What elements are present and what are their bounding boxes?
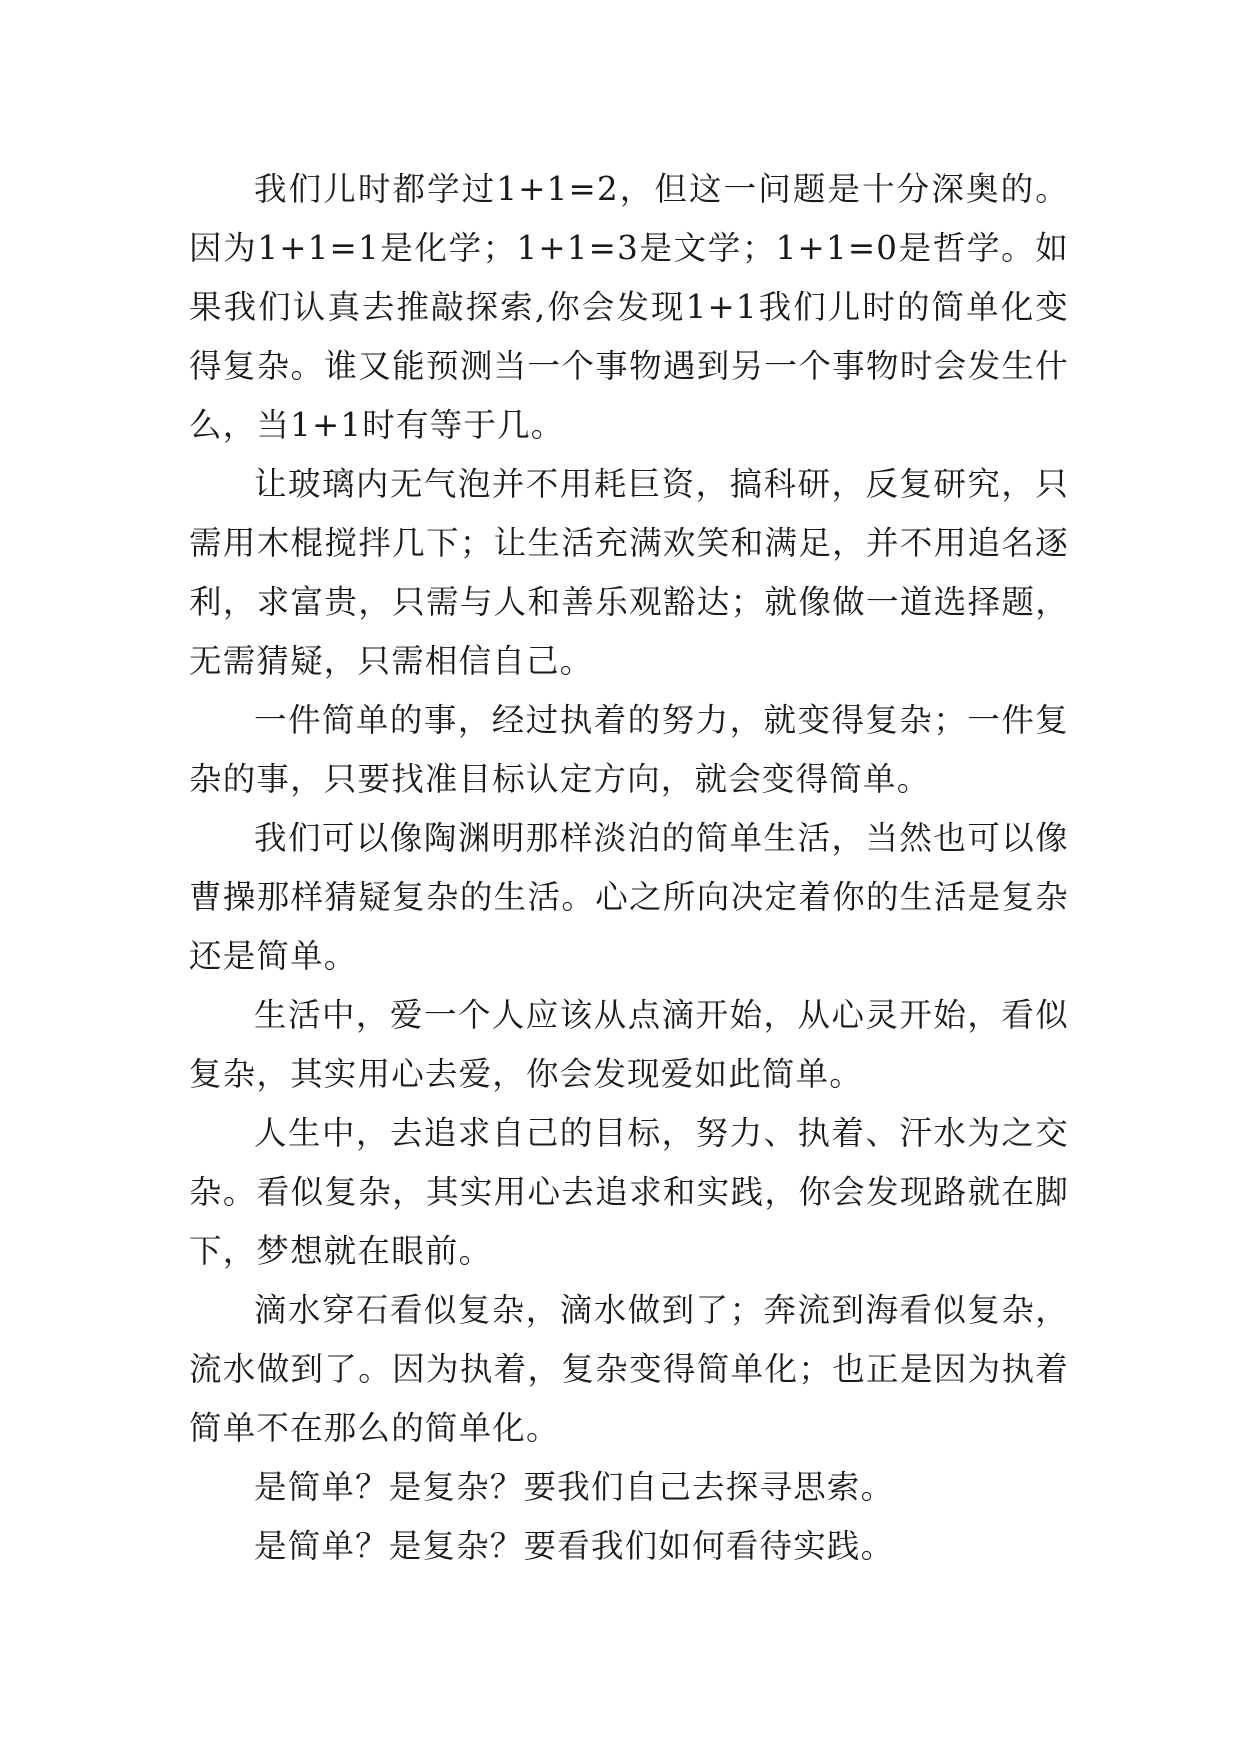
paragraph-8: 是简单？是复杂？要我们自己去探寻思索。 — [254, 1468, 895, 1506]
paragraph-6: 人生中，去追求自己的目标，努力、执着、汗水为之交杂。看似复杂，其实用心去追求和实践，你会发现路就在脚下，梦想就在眼前。 — [189, 1114, 1069, 1270]
document-body — [189, 160, 1069, 1576]
paragraph-3: 一件简单的事，经过执着的努力，就变得复杂；一件复杂的事，只要找准目标认定方向，就会变得简单。 — [189, 701, 1069, 798]
paragraph-9: 是简单？是复杂？要看我们如何看待实践。 — [254, 1527, 895, 1565]
paragraph-5: 生活中，爱一个人应该从点滴开始，从心灵开始，看似复杂，其实用心去爱，你会发现爱如此简单。 — [189, 996, 1069, 1093]
paragraph-7: 滴水穿石看似复杂，滴水做到了；奔流到海看似复杂，流水做到了。因为执着，复杂变得简单化；也正是因为执着简单不在那么的简单化。 — [189, 1291, 1069, 1447]
paragraph-1: 我们儿时都学过1+1=2，但这一问题是十分深奥的。因为1+1=1是化学；1+1=3是文学；1+1=0是哲学。如果我们认真去推敲探索,你会发现1+1我们儿时的简单化变得复杂。谁又能预测当一个事物遇到另一个事物时会发生什么，当1+1时有等于几。 — [189, 170, 1069, 444]
paragraph-4: 我们可以像陶渊明那样淡泊的简单生活，当然也可以像曹操那样猜疑复杂的生活。心之所向决定着你的生活是复杂还是简单。 — [189, 819, 1069, 975]
paragraph-2: 让玻璃内无气泡并不用耗巨资，搞科研，反复研究，只需用木棍搅拌几下；让生活充满欢笑和满足，并不用追名逐利，求富贵，只需与人和善乐观豁达；就像做一道选择题，无需猜疑，只需相信自己。 — [189, 465, 1069, 680]
